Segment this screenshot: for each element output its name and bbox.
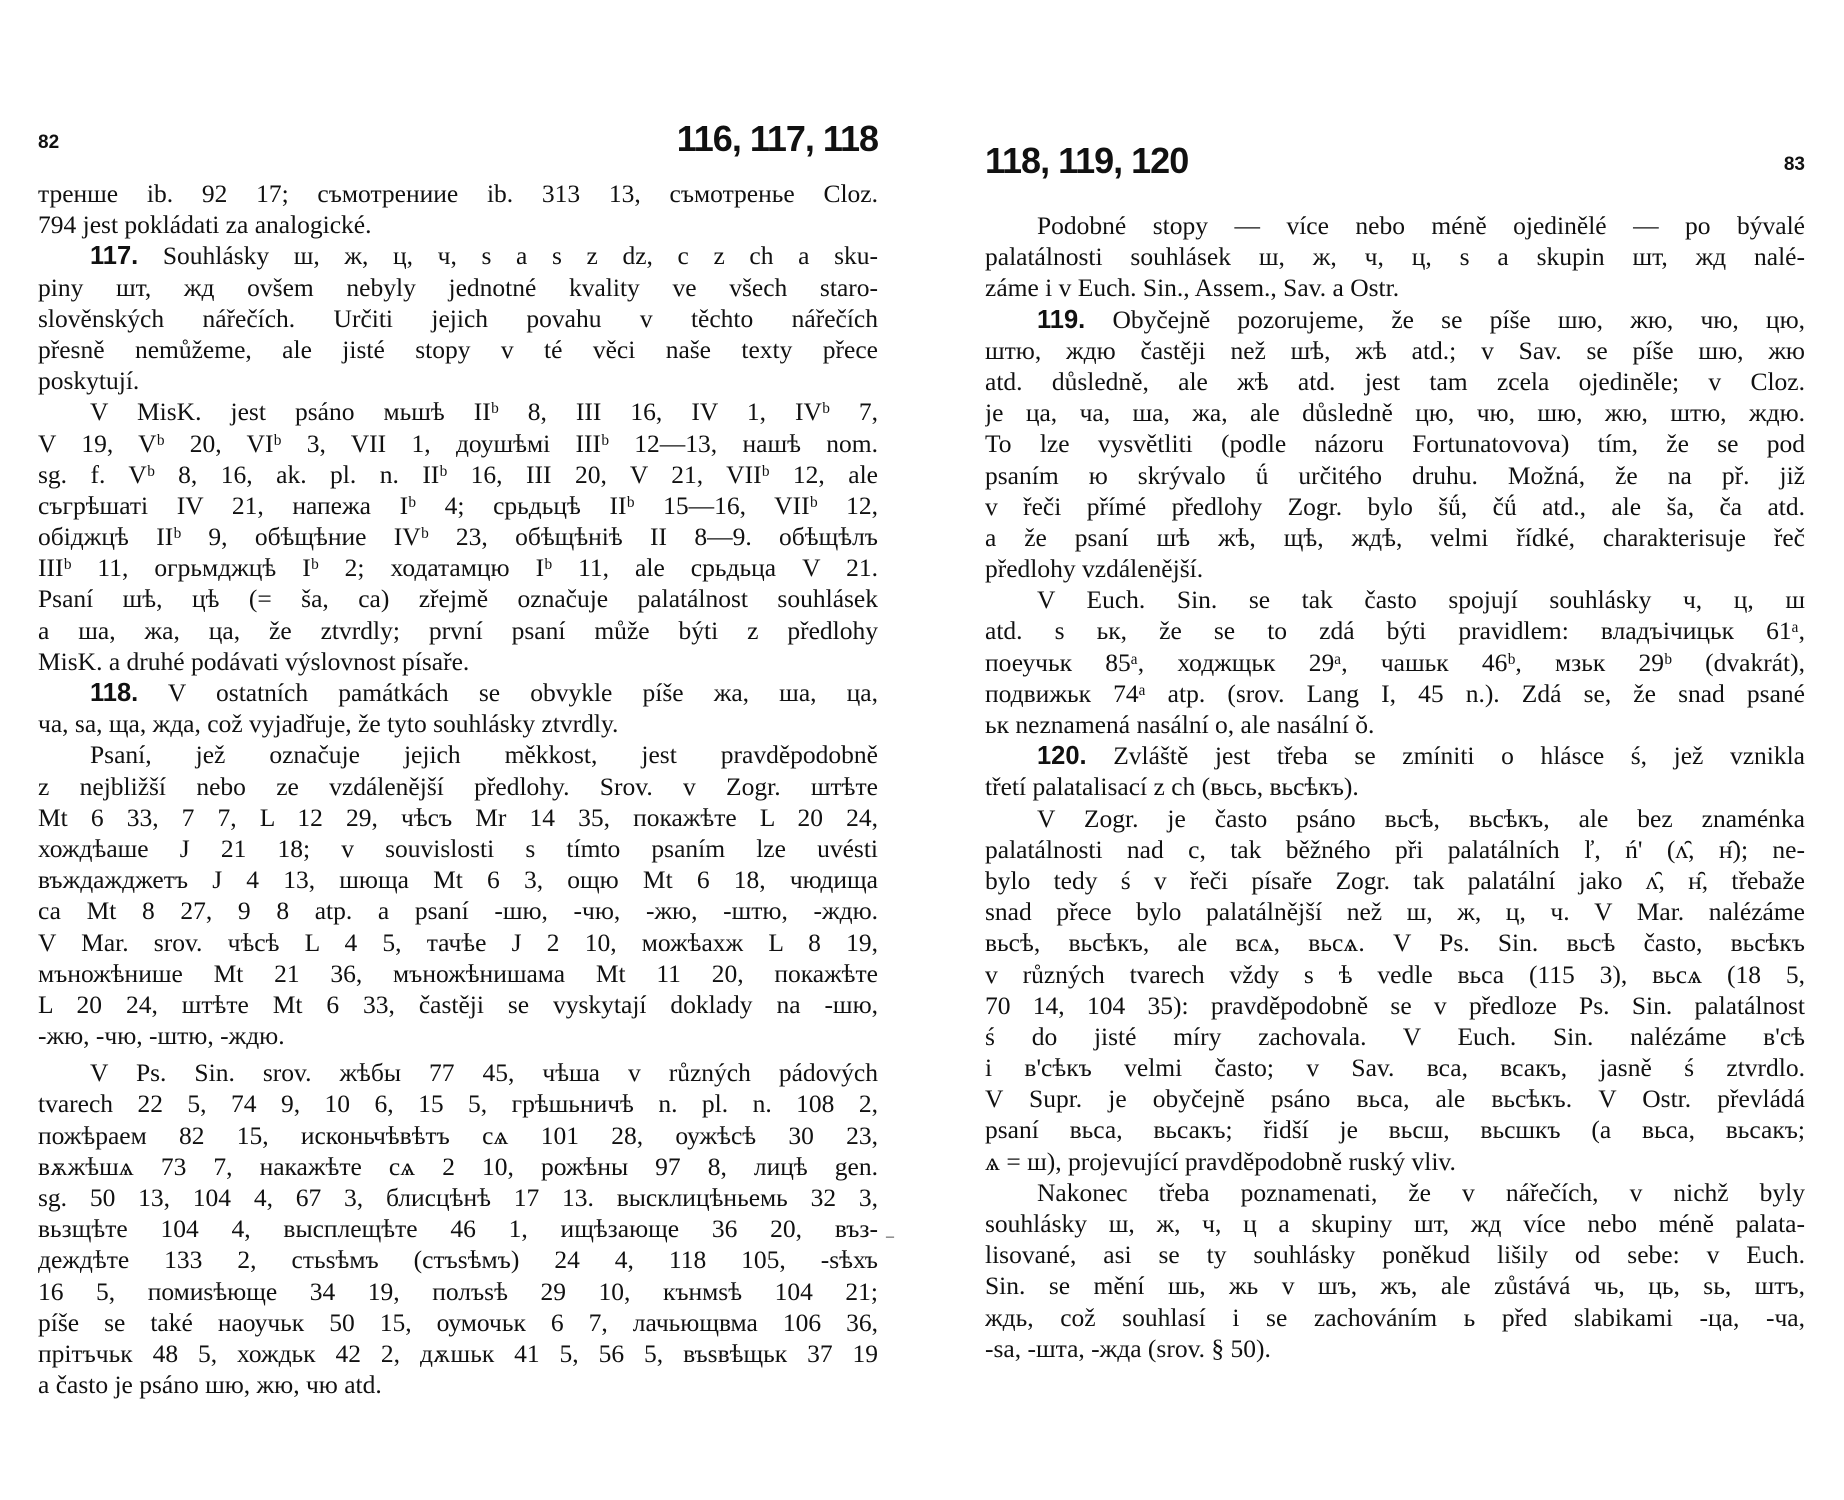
text-line: деждѣте 133 2, стьѕѣмъ (стъѕѣмъ) 24 4, 118 105, -ѕѣхъ (38, 1245, 878, 1275)
page-number: 83 (1783, 154, 1805, 175)
text-line: Psaní шѣ, цѣ (= ša, ca) zřejmě označuje palatálnost souhlásek (38, 584, 878, 614)
text-line: palatálnosti nad с, tak běžného při palatálních ľ, ń' (ʌ̑, н̑); ne- (985, 834, 1805, 864)
section-number: 119. (1037, 305, 1086, 334)
text-line: 120. Zvláště jest třeba se zmíniti o hlásce ś, jež vznikla (1037, 741, 1805, 771)
text-line: souhlásky ш, ж, ч, ц a skupiny шт, жд více nebo méně palata- (985, 1209, 1805, 1238)
text-line: přesně nemůžeme, ale jisté stopy v té věci naše texty přece (38, 334, 878, 364)
text-line: тренше ib. 92 17; съмотрениие ib. 313 13, съмотренье Cloz. (38, 179, 878, 208)
text-line: V 19, Vᵇ 20, VIᵇ 3, VII 1, доушѣмі IIIᵇ 12—13, нашѣ nom. (38, 428, 878, 458)
text-line: поеучьк 85ᵃ, ходжщьк 29ᵃ, чашьк 46ᵇ, мзьк 29ᵇ (dvakrát), (985, 647, 1805, 677)
text-line: ѧ = ш), projevující pravděpodobně ruský vliv. (985, 1146, 1456, 1176)
text-line: 794 jest pokládati za analogické. (38, 210, 372, 240)
text-line: v různých tvarech vždy s ѣ vedle вьса (115 3), вьсѧ (18 5, (985, 959, 1805, 989)
page-number: 82 (38, 132, 60, 153)
text-line: обiджцѣ IIᵇ 9, обѣщѣние IVᵇ 23, обѣщѣнiѣ II 8—9. обѣщѣлъ (38, 522, 878, 552)
text-line: Sin. se mění шь, жь v шъ, жъ, ale zůstává чь, ць, ѕь, штъ, (985, 1271, 1805, 1301)
right-page-header (985, 140, 1805, 200)
text-line: piny шт, жд ovšem nebyly jednotné kvality ve všech staro- (38, 272, 878, 302)
right-page (985, 0, 1805, 1500)
text-line: L 20 24, штѣте Mt 6 33, častěji se vyskytají doklady na -шю, (38, 989, 878, 1019)
text-line: v řeči přímé předlohy Zogr. bylo šǘ, čǘ atd., ale ša, ča atd. (985, 491, 1805, 521)
text-line: a ша, жа, ца, že ztvrdly; první psaní může býti z předlohy (38, 615, 878, 645)
text-line: palatálnosti souhlásek ш, ж, ч, ц, ѕ a skupin шт, жд nalé- (985, 242, 1805, 272)
text-line: хождѣаше J 21 18; v souvislosti s tímto psaním lze uvésti (38, 833, 878, 863)
text-line: въждажджетъ J 4 13, шюща Mt 6 3, ощю Mt 6 18, чюдища (38, 865, 878, 895)
text-line: atd. s ьк, že se to zdá býti pravidlem: владъічицьк 61ᵃ, (985, 616, 1805, 646)
text-line: ьк neznamená nasální o, ale nasální ǒ. (985, 710, 1375, 739)
text-line: psaním ю skrývalo ǘ určitého druhu. Možná, že na př. již (985, 460, 1805, 490)
left-page (38, 0, 878, 1500)
text-line: V Mar. srov. чѣсѣ L 4 5, тачѣе J 2 10, можѣахж L 8 19, (38, 927, 878, 957)
text-line: poskytují. (38, 366, 140, 396)
text-line: atd. důsledně, ale жѣ atd. jest tam zcela ojediněle; v Cloz. (985, 366, 1805, 396)
section-range-header: 118, 119, 120 (985, 140, 1189, 181)
text-line: V MisK. jest psáno мьшѣ IIᵇ 8, III 16, IV 1, IVᵇ 7, (90, 397, 878, 427)
text-line: MisK. a druhé podávati výslovnost písaře. (38, 646, 470, 676)
right-page-text (985, 210, 1805, 1364)
text-line: bylo tedy ś v řeči písaře Zogr. tak palatální jako ʌ̑, н̑, třebaže (985, 865, 1805, 895)
text-line: V Euch. Sin. se tak často spojují souhlásky ч, ц, ш (1037, 585, 1805, 615)
section-range-header: 116, 117, 118 (676, 118, 878, 159)
text-line: Nakonec třeba poznamenati, že v nářečích, v nichž byly (1037, 1177, 1805, 1207)
text-line: мъножѣнише Mt 21 36, мъножѣнишама Mt 11 20, покажѣте (38, 958, 878, 988)
text-line: ś do jisté míry zachovala. V Euch. Sin. nalézáme в'сѣ (985, 1021, 1805, 1051)
section-number: 118. (90, 679, 139, 707)
text-line: V Supr. je obyčejně psáno вьса, ale вьсѣкъ. V Ostr. převládá (985, 1084, 1805, 1114)
text-line: psaní вьса, вьсакъ; řidší je вьсш, вьсшкъ (a вьса, вьсакъ; (985, 1115, 1805, 1145)
text-line: i в'сѣкъ velmi často; v Sav. вса, всакъ, jasně ś ztvrdlo. (985, 1053, 1805, 1083)
text-line: Podobné stopy — více nebo méně ojedinělé — po bývalé (1037, 211, 1805, 240)
text-line: вѫжѣшѧ 73 7, накажѣте сѧ 2 10, рожѣны 97 8, лицѣ gen. (38, 1151, 878, 1181)
text-line: slověnských nářečích. Určiti jejich povahu v těchto nářečích (38, 303, 878, 333)
text-line: Mt 6 33, 7 7, L 12 29, чѣсъ Mr 14 35, покажѣте L 20 24, (38, 802, 878, 832)
margin-mark: – (886, 1228, 894, 1245)
text-line: je ца, ча, ша, жа, ale důsledně цю, чю, шю, жю, штю, ждю. (985, 398, 1805, 428)
text-line: sg. f. Vᵇ 8, 16, ak. pl. n. IIᵇ 16, III 20, V 21, VIIᵇ 12, ale (38, 459, 878, 489)
text-line: sg. 50 13, 104 4, 67 3, блисцѣнѣ 17 13. высклицѣньемь 32 3, (38, 1183, 878, 1212)
text-line: вьсѣ, вьсѣкъ, ale всѧ, вьсѧ. V Ps. Sin. вьсѣ často, вьсѣкъ (985, 928, 1805, 958)
text-line: ча, ѕа, ща, жда, což vyjadřuje, že tyto souhlásky ztvrdly. (38, 709, 619, 739)
text-line: To lze vysvětliti (podle názoru Fortunatovova) tím, že se pod (985, 429, 1805, 459)
text-line: -ѕа, -шта, -жда (srov. § 50). (985, 1333, 1271, 1363)
text-line: Psaní, jež označuje jejich měkkost, jest pravděpodobně (90, 740, 878, 770)
text-line: вьзщѣте 104 4, высплещѣте 46 1, ищѣзающе 36 20, въз- (38, 1214, 878, 1244)
text-line: píše se také наоучьк 50 15, оумочьк 6 7, лачьющвма 106 36, (38, 1307, 878, 1337)
left-page-text (38, 178, 878, 1400)
text-line: z nejbližší nebo ze vzdálenější předlohy. Srov. v Zogr. штѣте (38, 771, 878, 801)
text-line: подвижьк 74ᵃ atp. (srov. Lang I, 45 n.). Zdá se, že snad psané (985, 678, 1805, 708)
text-line: V Ps. Sin. srov. жѣбы 77 45, чѣша v různých pádových (90, 1058, 878, 1088)
text-line: záme i v Euch. Sin., Assem., Sav. a Ostr. (985, 273, 1400, 303)
text-line: předlohy vzdálenější. (985, 554, 1204, 584)
text-line: 16 5, помиѕѣюще 34 19, полъѕѣ 29 10, кънмѕѣ 104 21; (38, 1276, 878, 1306)
text-line: 118. V ostatních památkách se obvykle píše жа, ша, ца, (90, 678, 878, 707)
section-number: 117. (90, 242, 139, 271)
text-line: třetí palatalisací z ch (вьсь, вьсѣкъ). (985, 772, 1359, 802)
text-line: са Mt 8 27, 9 8 atp. a psaní -шю, -чю, -жю, -штю, -ждю. (38, 896, 878, 926)
text-line: 119. Obyčejně pozorujeme, že se píše шю, жю, чю, цю, (1037, 304, 1805, 334)
text-line: tvarech 22 5, 74 9, 10 6, 15 5, грѣшьничѣ n. pl. n. 108 2, (38, 1089, 878, 1119)
text-line: штю, ждю častěji než шѣ, жѣ atd.; v Sav. se píše шю, жю (985, 335, 1805, 365)
text-line: ждь, což souhlasí i se zachováním ь před slabikami -ца, -ча, (985, 1302, 1805, 1332)
text-line: прiтъчьк 48 5, хождьк 42 2, дѫшьк 41 5, 56 5, въѕвѣщьк 37 19 (38, 1338, 878, 1368)
text-line: a často je psáno шю, жю, чю atd. (38, 1370, 382, 1400)
text-line: съгрѣшатi IV 21, напежа Iᵇ 4; срьдьцѣ IIᵇ 15—16, VIIᵇ 12, (38, 490, 878, 520)
text-line: IIIᵇ 11, огрьмджцѣ Iᵇ 2; ходатамцю Iᵇ 11, ale срьдьца V 21. (38, 553, 878, 583)
left-page-header (38, 118, 878, 178)
text-line: V Zogr. je často psáno вьсѣ, вьсѣкъ, ale bez znaménka (1037, 803, 1805, 833)
text-line: -жю, -чю, -штю, -ждю. (38, 1021, 285, 1051)
text-line: a že psaní шѣ жѣ, щѣ, ждѣ, velmi řídké, charakterisuje řeč (985, 522, 1805, 552)
text-line: lisované, asi se ty souhlásky poněkud lišily od sebe: v Euch. (985, 1240, 1805, 1270)
section-number: 120. (1037, 742, 1087, 771)
text-line: пожѣраем 82 15, исконьчѣвѣтъ сѧ 101 28, оужѣсѣ 30 23, (38, 1120, 878, 1150)
text-line: snad přece bylo palatálnější než ш, ж, ц, ч. V Mar. nalézáme (985, 897, 1805, 927)
text-line: 70 14, 104 35): pravděpodobně se v předloze Ps. Sin. palatálnost (985, 990, 1805, 1020)
text-line: 117. Souhlásky ш, ж, ц, ч, ѕ a s z dz, c z ch a sku- (90, 241, 878, 271)
